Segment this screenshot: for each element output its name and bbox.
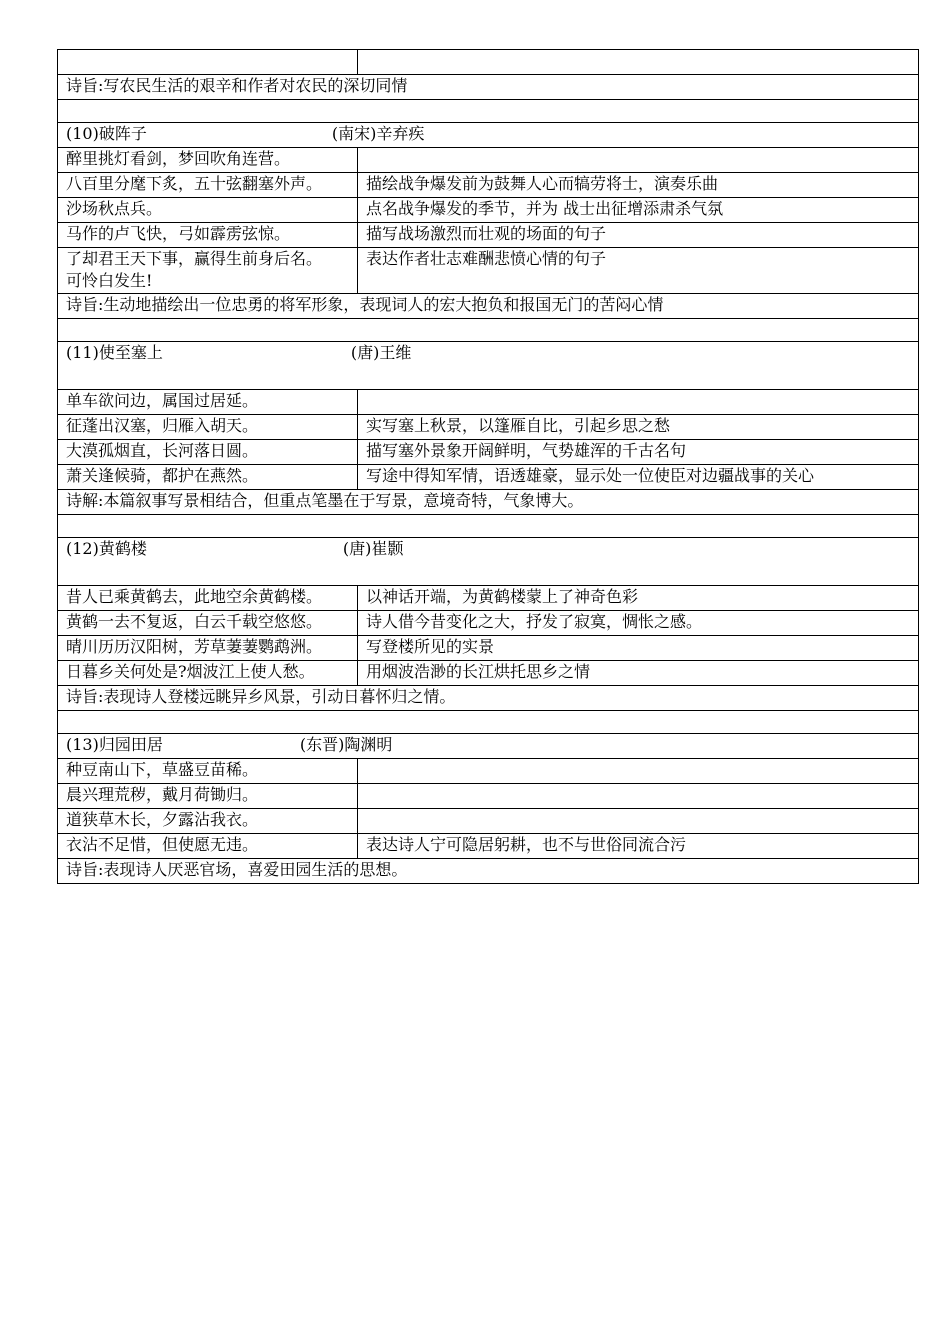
note-cell: 实写塞上秋景，以篷雁自比，引起乡思之愁 xyxy=(358,415,919,440)
table-row xyxy=(58,123,919,148)
table-row xyxy=(58,515,919,538)
poem-theme: 诗旨:表现诗人厌恶官场，喜爱田园生活的思想。 xyxy=(58,859,919,884)
table-row xyxy=(58,586,919,611)
verse-cell: 日暮乡关何处是?烟波江上使人愁。 xyxy=(58,661,358,686)
verse-cell xyxy=(58,248,358,294)
empty-cell xyxy=(58,50,358,75)
poem-theme: 诗旨:生动地描绘出一位忠勇的将军形象，表现词人的宏大抱负和报国无门的苦闷心情 xyxy=(58,294,919,319)
table-row xyxy=(58,148,919,173)
poem-author: (东晋)陶渊明 xyxy=(299,735,393,754)
note-cell: 诗人借今昔变化之大，抒发了寂寞，惆怅之感。 xyxy=(358,611,919,636)
note-cell: 写登楼所见的实景 xyxy=(358,636,919,661)
note-cell: 描写塞外景象开阔鲜明，气势雄浑的千古名句 xyxy=(358,440,919,465)
table-row xyxy=(58,859,919,884)
poem-theme: 诗旨:写农民生活的艰辛和作者对农民的深切同情 xyxy=(58,75,919,100)
note-cell: 写途中得知军情，语透雄豪，显示处一位使臣对边疆战事的关心 xyxy=(358,465,919,490)
verse-cell: 马作的卢飞快，弓如霹雳弦惊。 xyxy=(58,223,358,248)
table-row xyxy=(58,734,919,759)
poem-heading xyxy=(58,342,919,390)
table-row xyxy=(58,198,919,223)
verse-cell: 沙场秋点兵。 xyxy=(58,198,358,223)
verse-cell: 道狭草木长，夕露沾我衣。 xyxy=(58,809,358,834)
note-cell xyxy=(358,784,919,809)
verse-cell: 征蓬出汉塞，归雁入胡天。 xyxy=(58,415,358,440)
spacer-cell xyxy=(58,711,919,734)
poem-title: (13)归园田居 xyxy=(66,735,163,754)
poem-theme: 诗解:本篇叙事写景相结合，但重点笔墨在于写景，意境奇特，气象博大。 xyxy=(58,490,919,515)
verse-cell: 单车欲问边，属国过居延。 xyxy=(58,390,358,415)
note-cell xyxy=(358,759,919,784)
poem-heading xyxy=(58,123,919,148)
verse-cell: 大漠孤烟直，长河落日圆。 xyxy=(58,440,358,465)
verse-line: 了却君王天下事，赢得生前身后名。 xyxy=(66,249,323,268)
empty-cell xyxy=(358,50,919,75)
table-row xyxy=(58,784,919,809)
note-cell: 用烟波浩渺的长江烘托思乡之情 xyxy=(358,661,919,686)
table-row xyxy=(58,809,919,834)
poem-heading xyxy=(58,734,919,759)
table-row xyxy=(58,834,919,859)
table-row xyxy=(58,711,919,734)
table-row xyxy=(58,390,919,415)
table-row xyxy=(58,294,919,319)
spacer-cell xyxy=(58,515,919,538)
table-row xyxy=(58,248,919,294)
verse-cell: 种豆南山下，草盛豆苗稀。 xyxy=(58,759,358,784)
poem-author: (唐)崔颢 xyxy=(342,539,404,558)
verse-cell: 黄鹤一去不复返，白云千载空悠悠。 xyxy=(58,611,358,636)
verse-line: 可怜白发生! xyxy=(66,271,153,290)
table-row xyxy=(58,759,919,784)
poem-theme: 诗旨:表现诗人登楼远眺异乡风景，引动日暮怀归之情。 xyxy=(58,686,919,711)
table-row xyxy=(58,319,919,342)
poem-author: (唐)王维 xyxy=(350,343,412,362)
note-cell: 表达诗人宁可隐居躬耕，也不与世俗同流合污 xyxy=(358,834,919,859)
table-row xyxy=(58,440,919,465)
table-row xyxy=(58,100,919,123)
poem-author: (南宋)辛弃疾 xyxy=(331,124,425,143)
poem-heading xyxy=(58,538,919,586)
note-cell xyxy=(358,809,919,834)
table-row xyxy=(58,342,919,390)
spacer-cell xyxy=(58,100,919,123)
poem-title: (12)黄鹤楼 xyxy=(66,539,147,558)
note-cell xyxy=(358,390,919,415)
table-row xyxy=(58,636,919,661)
table-row xyxy=(58,465,919,490)
poem-title: (11)使至塞上 xyxy=(66,343,163,362)
table-row xyxy=(58,686,919,711)
spacer-cell xyxy=(58,319,919,342)
note-cell: 描绘战争爆发前为鼓舞人心而犒劳将士，演奏乐曲 xyxy=(358,173,919,198)
table-row xyxy=(58,490,919,515)
verse-cell: 衣沾不足惜，但使愿无违。 xyxy=(58,834,358,859)
note-cell: 以神话开端，为黄鹤楼蒙上了神奇色彩 xyxy=(358,586,919,611)
verse-cell: 晴川历历汉阳树，芳草萋萋鹦鹉洲。 xyxy=(58,636,358,661)
verse-cell: 萧关逢候骑，都护在燕然。 xyxy=(58,465,358,490)
verse-cell: 晨兴理荒秽，戴月荷锄归。 xyxy=(58,784,358,809)
poem-table xyxy=(57,49,919,884)
table-row xyxy=(58,611,919,636)
table-row xyxy=(58,415,919,440)
verse-cell: 醉里挑灯看剑，梦回吹角连营。 xyxy=(58,148,358,173)
table-row xyxy=(58,173,919,198)
table-row xyxy=(58,223,919,248)
note-cell: 点名战争爆发的季节，并为 战士出征增添肃杀气氛 xyxy=(358,198,919,223)
table-row xyxy=(58,75,919,100)
verse-cell: 昔人已乘黄鹤去，此地空余黄鹤楼。 xyxy=(58,586,358,611)
table-row xyxy=(58,50,919,75)
table-row xyxy=(58,661,919,686)
verse-cell: 八百里分麾下炙，五十弦翻塞外声。 xyxy=(58,173,358,198)
note-cell xyxy=(358,148,919,173)
table-row xyxy=(58,538,919,586)
note-cell: 表达作者壮志难酬悲愤心情的句子 xyxy=(358,248,919,294)
note-cell: 描写战场激烈而壮观的场面的句子 xyxy=(358,223,919,248)
poem-title: (10)破阵子 xyxy=(66,124,147,143)
